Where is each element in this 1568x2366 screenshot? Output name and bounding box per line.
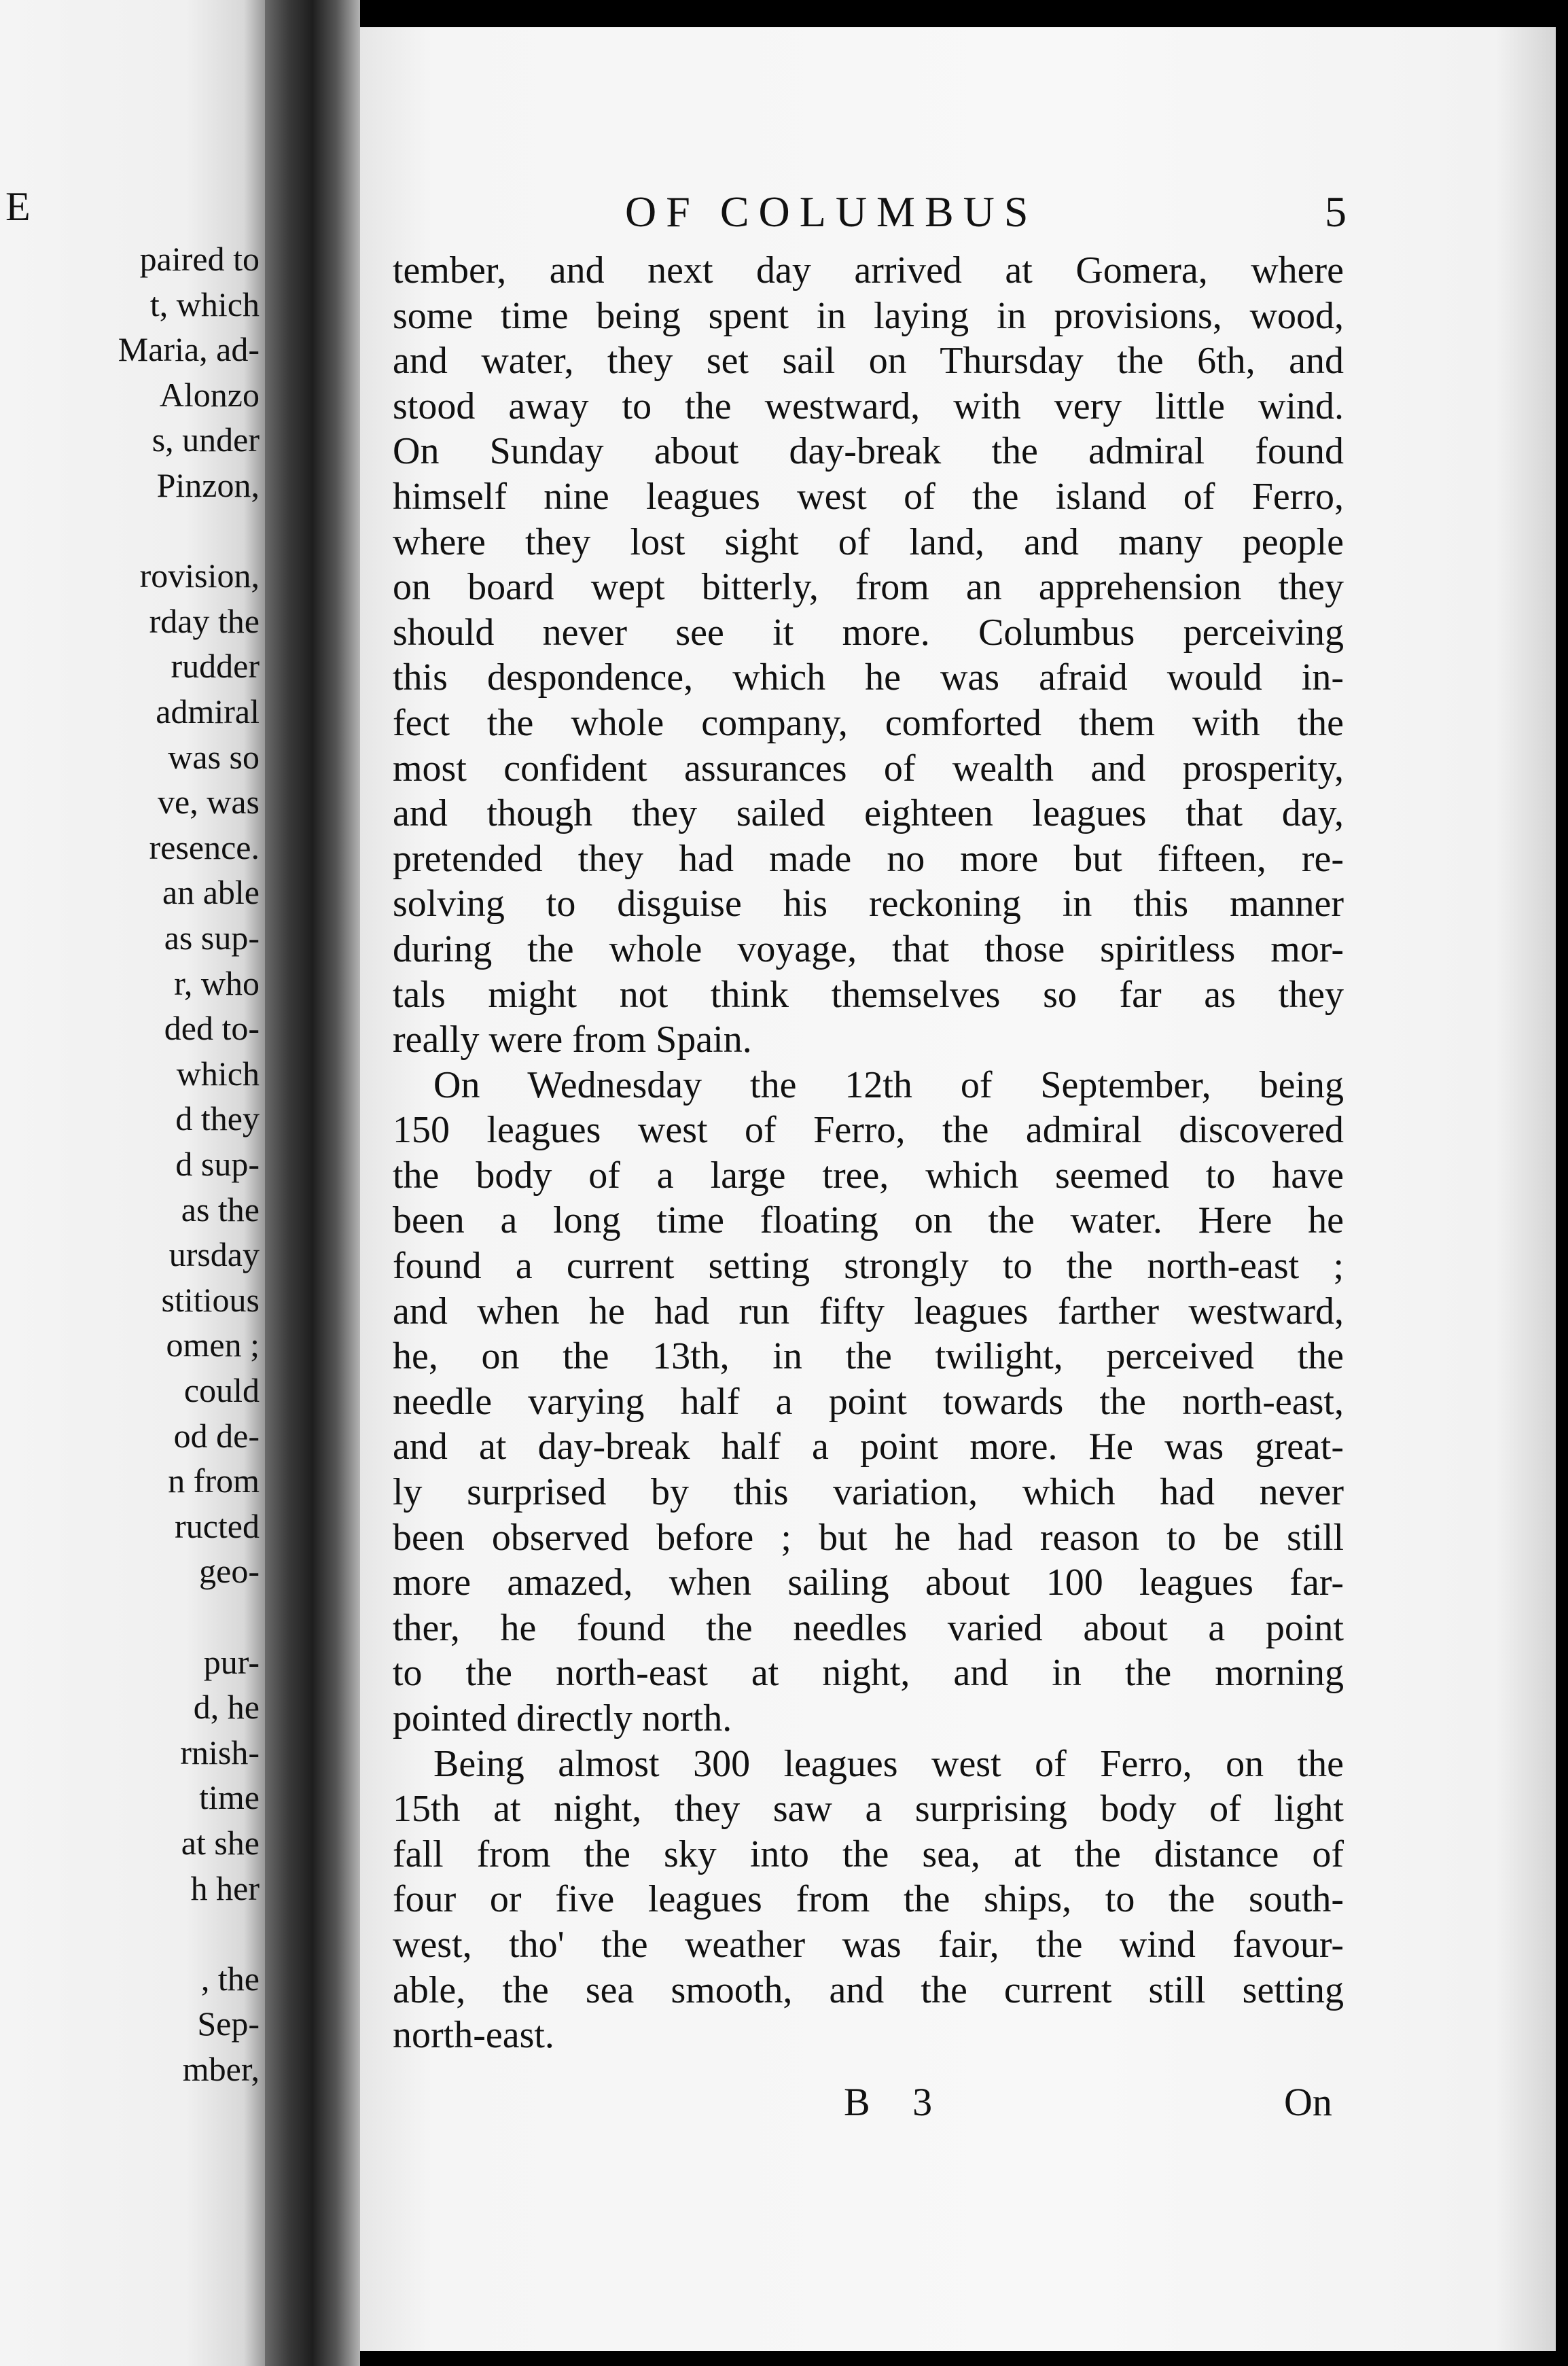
left-page-line: mber, [182, 2050, 260, 2088]
left-page-line: as sup- [164, 919, 260, 957]
text-line: been a long time floating on the water. Here he [393, 1199, 1344, 1242]
left-page-line: as the [181, 1190, 260, 1229]
left-page-line: n from [168, 1462, 260, 1500]
left-page-line: stitious [161, 1280, 260, 1319]
running-title: OF COLUMBUS [625, 188, 1038, 236]
left-page-line: was so [168, 737, 260, 776]
text-line: more amazed, when sailing about 100 leagues far- [393, 1561, 1344, 1604]
body-text [393, 248, 1344, 2058]
text-line: pretended they had made no more but fifteen, re- [393, 837, 1344, 880]
left-page-line: rday the [149, 601, 260, 640]
left-page-line: t, which [149, 285, 260, 323]
left-page-line: d, he [193, 1688, 260, 1727]
text-line: to the north-east at night, and in the morning [393, 1652, 1344, 1695]
left-page-line: time [199, 1778, 260, 1817]
running-head [360, 187, 1556, 241]
left-page-line: rudder [171, 647, 260, 686]
left-page-line: ve, was [158, 783, 260, 822]
text-line: Being almost 300 leagues west of Ferro, on the [433, 1742, 1344, 1785]
text-line: pointed directly north. [393, 1697, 732, 1740]
text-line: during the whole voyage, that those spiritless mor- [393, 928, 1344, 970]
signature-mark: B 3 [844, 2080, 949, 2124]
text-line: on board wept bitterly, from an apprehension they [393, 566, 1344, 609]
text-line: fect the whole company, comforted them with the [393, 701, 1344, 744]
left-page-line: admiral [156, 692, 260, 730]
left-page-line: d they [175, 1099, 260, 1138]
text-line: and at day-break half a point more. He was great- [393, 1426, 1344, 1468]
left-page-line: resence. [149, 828, 260, 866]
text-line: north-east. [393, 2014, 554, 2057]
left-page-line: at she [181, 1824, 260, 1862]
left-page-line: rnish- [180, 1733, 260, 1771]
text-line: this despondence, which he was afraid would in- [393, 656, 1344, 699]
left-page-fragment [0, 0, 265, 2366]
text-line: west, tho' the weather was fair, the wind favour- [393, 1923, 1344, 1966]
left-page-line: ursday [168, 1235, 260, 1274]
text-line: where they lost sight of land, and many people [393, 520, 1344, 563]
text-line: tals might not think themselves so far as they [393, 973, 1344, 1016]
text-line: the body of a large tree, which seemed to have [393, 1154, 1344, 1197]
text-line: himself nine leagues west of the island of Ferro, [393, 475, 1344, 518]
text-line: should never see it more. Columbus perceiving [393, 611, 1344, 654]
text-line: found a current setting strongly to the north-east ; [393, 1245, 1344, 1288]
left-page-line: od de- [173, 1416, 260, 1455]
left-page-line: ructed [175, 1506, 260, 1545]
page-number: 5 [1325, 188, 1347, 236]
text-line: ly surprised by this variation, which had never [393, 1471, 1344, 1514]
text-line: most confident assurances of wealth and prosperity, [393, 747, 1344, 790]
left-page-line: an able [162, 873, 260, 912]
text-line: been observed before ; but he had reason to be still [393, 1516, 1344, 1559]
text-line: able, the sea smooth, and the current still setting [393, 1968, 1344, 2011]
left-page-line: h her [190, 1869, 260, 1907]
left-page-line: paired to [139, 240, 260, 278]
left-page-running-head: E [5, 184, 35, 229]
left-page-line: could [183, 1371, 260, 1409]
text-line: and though they sailed eighteen leagues that day, [393, 792, 1344, 835]
left-page-line: s, under [152, 421, 260, 459]
left-page-line: Pinzon, [156, 466, 260, 504]
left-page-line: pur- [203, 1642, 260, 1681]
left-page-line: ded to- [164, 1009, 260, 1048]
text-line: some time being spent in laying in provisions, wood, [393, 294, 1344, 337]
left-page-line: Alonzo [159, 375, 260, 414]
text-line: ther, he found the needles varied about a point [393, 1606, 1344, 1649]
text-line: solving to disguise his reckoning in this manner [393, 883, 1344, 925]
text-line: and water, they set sail on Thursday the 6th, and [393, 340, 1344, 383]
text-line: needle varying half a point towards the north-east, [393, 1380, 1344, 1423]
text-line: he, on the 13th, in the twilight, perceived the [393, 1335, 1344, 1378]
book-gutter [265, 0, 360, 2366]
text-line: really were from Spain. [393, 1019, 752, 1061]
text-line: four or five leagues from the ships, to the south- [393, 1878, 1344, 1921]
text-line: On Sunday about day-break the admiral found [393, 430, 1344, 473]
left-page-line: Sep- [197, 2005, 260, 2043]
right-page [360, 27, 1556, 2351]
text-line: tember, and next day arrived at Gomera, where [393, 249, 1344, 292]
text-line: and when he had run fifty leagues farther westward, [393, 1290, 1344, 1332]
left-page-line: r, who [174, 964, 260, 1002]
left-page-line: rovision, [139, 557, 260, 595]
left-page-line: Maria, ad- [118, 330, 260, 369]
text-line: On Wednesday the 12th of September, being [433, 1063, 1344, 1106]
text-line: stood away to the westward, with very little wind. [393, 385, 1344, 427]
left-page-line: omen ; [166, 1326, 260, 1364]
left-page-line: geo- [199, 1552, 260, 1591]
text-line: 150 leagues west of Ferro, the admiral discovered [393, 1109, 1344, 1152]
text-line: fall from the sky into the sea, at the distance of [393, 1833, 1344, 1875]
left-page-line: d sup- [175, 1145, 260, 1183]
catchword: On [1284, 2080, 1332, 2124]
text-line: 15th at night, they saw a surprising body of light [393, 1788, 1344, 1831]
left-page-line: , the [200, 1959, 260, 1998]
left-page-line: which [176, 1054, 260, 1093]
